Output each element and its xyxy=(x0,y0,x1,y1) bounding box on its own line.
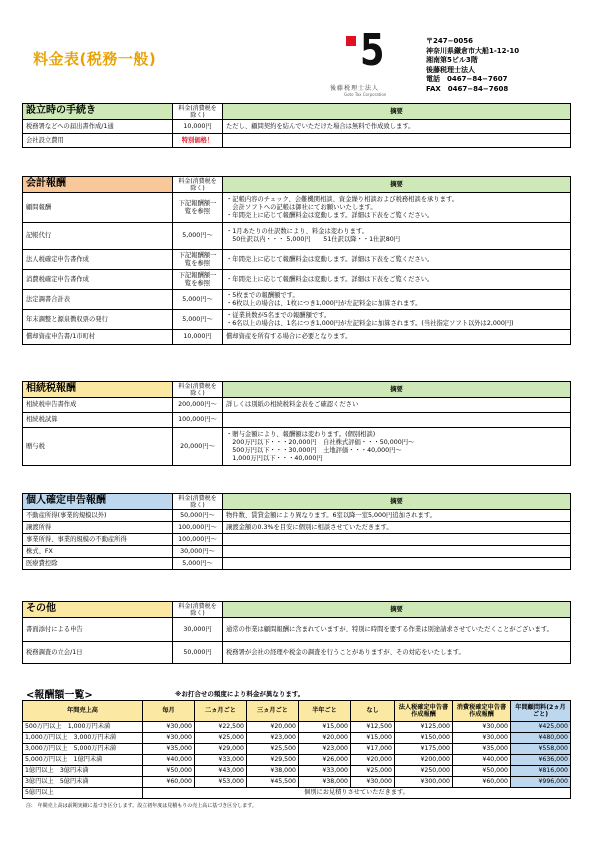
row-fee: 20,000円〜 xyxy=(173,428,223,466)
table-cell: 3,000万円以上 5,000万円未満 xyxy=(23,744,143,755)
table-cell: ¥40,000 xyxy=(453,755,511,766)
logo-caption: 後藤税理士法人 xyxy=(330,85,380,92)
col-header: 年間顧問料(2ヵ月ごと) xyxy=(511,701,571,722)
row-summary xyxy=(223,134,571,148)
price-list-table xyxy=(22,700,571,799)
table-cell: 5億円以上 xyxy=(23,788,143,799)
table-cell: ¥125,000 xyxy=(395,722,453,733)
table-cell: ¥17,000 xyxy=(351,744,395,755)
row-fee: 下記報酬額一覧を参照 xyxy=(173,193,223,223)
table-cell: ¥20,000 xyxy=(351,755,395,766)
table-row xyxy=(23,642,571,664)
row-name: 税務署などへの届出書作成/1通 xyxy=(23,120,173,134)
table-cell: ¥816,000 xyxy=(511,766,571,777)
table-cell: 1億円以上 3億円未満 xyxy=(23,766,143,777)
table-cell: ¥23,000 xyxy=(247,733,299,744)
row-summary: ・記帳内容のチェック、会難機関相談、資金繰り相談および税務相談を承ります。 会計ソフトへの記帳は御社にてお願いいたします。 ・年間売上に応じて報酬料金は変動します。詳細は下表をご覧ください。 xyxy=(223,193,571,223)
table-cell: 5,000万円以上 1億円未満 xyxy=(23,755,143,766)
table-cell: ¥480,000 xyxy=(511,733,571,744)
table-row xyxy=(23,522,571,534)
row-fee: 5,000円〜 xyxy=(173,290,223,310)
table-row xyxy=(23,134,571,148)
row-fee: 5,000円〜 xyxy=(173,223,223,250)
table-row xyxy=(23,618,571,642)
table-row xyxy=(23,398,571,413)
row-summary: ・年間売上に応じて報酬料金は変動します。詳細は下表をご覧ください。 xyxy=(223,270,571,290)
table-row xyxy=(23,120,571,134)
table-row xyxy=(23,310,571,330)
row-summary xyxy=(223,413,571,428)
section-title: その他 xyxy=(23,602,173,618)
row-summary: 物件数、賃貸金額により異なります。6室以降一室5,000円追加されます。 xyxy=(223,510,571,522)
table-cell: ¥25,000 xyxy=(351,766,395,777)
company-address xyxy=(426,37,519,94)
row-fee: 下記報酬額一覧を参照 xyxy=(173,270,223,290)
row-fee: 100,000円〜 xyxy=(173,413,223,428)
table-cell: ¥996,000 xyxy=(511,777,571,788)
row-name: 相続税申告書作成 xyxy=(23,398,173,413)
address-line: 後藤税理士法人 xyxy=(426,65,475,74)
table-cell: ¥29,000 xyxy=(195,744,247,755)
logo-subcaption: Goto Tax Corporation xyxy=(344,92,387,97)
table-cell: ¥25,500 xyxy=(247,744,299,755)
footnote: 注: 年間売上高は前期実績に基づき区分します。設立初年度は見積もりの売上高に基づき区分します。 xyxy=(26,803,257,809)
table-cell: ¥40,000 xyxy=(143,755,195,766)
table-row xyxy=(23,558,571,570)
row-name: 株式、FX xyxy=(23,546,173,558)
row-fee: 200,000円〜 xyxy=(173,398,223,413)
table-cell: ¥200,000 xyxy=(395,755,453,766)
table-cell: ¥33,000 xyxy=(299,766,351,777)
table-cell: ¥15,000 xyxy=(299,722,351,733)
row-name: 贈与税 xyxy=(23,428,173,466)
row-summary: ・従業員数が5名までの報酬額です。 ・6名以上の場合は、1名につき1,000円が左記料金に加算されます。(当社指定ソフト以外は2,000円) xyxy=(223,310,571,330)
row-summary: 税務署が会社の経理や税金の調査を行うことがありますが、その対応をいたします。 xyxy=(223,642,571,664)
address-line: FAX 0467−84−7608 xyxy=(426,84,509,93)
section-title: 設立時の手続き xyxy=(23,104,173,120)
row-summary: 詳しくは別紙の相続税料金表をご確認ください xyxy=(223,398,571,413)
row-summary: 通常の作業は顧問報酬に含まれていますが、特別に時間を要する作業は別途請求させていただくことがございます。 xyxy=(223,618,571,642)
row-fee: 50,000円〜 xyxy=(173,510,223,522)
table-cell: 1,000万円以上 3,000万円未満 xyxy=(23,733,143,744)
table-row xyxy=(23,428,571,466)
table-cell: ¥12,500 xyxy=(351,722,395,733)
table-cell: ¥35,000 xyxy=(453,744,511,755)
col-header: 二ヵ月ごと xyxy=(195,701,247,722)
table-row xyxy=(23,534,571,546)
address-line: 湘南第5ビル3階 xyxy=(426,56,478,64)
address-line: 電話 0467−84−7607 xyxy=(426,75,508,83)
table-cell: 個別にお見積りさせていただきます。 xyxy=(143,788,571,799)
table-cell: ¥30,000 xyxy=(143,722,195,733)
table-row xyxy=(23,510,571,522)
company-logo xyxy=(330,25,406,97)
table-cell: ¥300,000 xyxy=(395,777,453,788)
row-name: 記帳代行 xyxy=(23,223,173,250)
fee-header: 料金(消費税を除く) xyxy=(173,382,223,398)
table-cell: ¥45,500 xyxy=(247,777,299,788)
row-fee: 50,000円 xyxy=(173,642,223,664)
row-fee: 10,000円 xyxy=(173,120,223,134)
section-title: 会計報酬 xyxy=(23,177,173,193)
address-line: 神奈川県鎌倉市大船1-12-10 xyxy=(426,46,520,55)
special-price-badge: 特別価格！ xyxy=(173,134,223,148)
row-fee: 10,000円 xyxy=(173,330,223,345)
table-row xyxy=(23,744,571,755)
table-row xyxy=(23,330,571,345)
row-fee: 5,000円〜 xyxy=(173,558,223,570)
table-cell: ¥425,000 xyxy=(511,722,571,733)
table-cell: ¥250,000 xyxy=(395,766,453,777)
table-row xyxy=(23,733,571,744)
section-title: 相続税報酬 xyxy=(23,382,173,398)
section-title: 個人確定申告報酬 xyxy=(23,494,173,510)
logo-five-glyph: 5 xyxy=(360,25,385,76)
col-header: なし xyxy=(351,701,395,722)
table-row xyxy=(23,722,571,733)
col-header: 消費税確定申告書作成報酬 xyxy=(453,701,511,722)
fee-header: 料金(消費税を除く) xyxy=(173,602,223,618)
row-name: 不動産所得(事業的規模以外) xyxy=(23,510,173,522)
summary-header: 摘要 xyxy=(223,602,571,618)
row-summary xyxy=(223,546,571,558)
table-row xyxy=(23,788,571,799)
row-name: 譲渡所得 xyxy=(23,522,173,534)
fee-table-setup xyxy=(22,103,571,148)
col-header: 毎月 xyxy=(143,701,195,722)
table-row xyxy=(23,766,571,777)
table-cell: ¥38,000 xyxy=(247,766,299,777)
table-cell: ¥60,000 xyxy=(453,777,511,788)
row-summary xyxy=(223,558,571,570)
row-summary: ただし、顧問契約を結んでいただけた場合は無料で作成致します。 xyxy=(223,120,571,134)
table-cell: 500万円以上 1,000万円未満 xyxy=(23,722,143,733)
table-cell: ¥30,000 xyxy=(143,733,195,744)
row-summary xyxy=(223,534,571,546)
fee-header: 料金(消費税を除く) xyxy=(173,494,223,510)
page-title: 料金表(税務一般) xyxy=(33,50,157,68)
fee-table-individual xyxy=(22,493,571,570)
summary-header: 摘要 xyxy=(223,382,571,398)
row-fee: 下記報酬額一覧を参照 xyxy=(173,250,223,270)
table-cell: ¥29,500 xyxy=(247,755,299,766)
table-cell: ¥30,000 xyxy=(351,777,395,788)
row-name: 事業所得、事業的規模の不動産所得 xyxy=(23,534,173,546)
row-name: 医療費控除 xyxy=(23,558,173,570)
price-list-title: <報酬額一覧> xyxy=(26,690,93,701)
table-cell: ¥50,000 xyxy=(143,766,195,777)
logo-red-square xyxy=(346,36,356,46)
table-row xyxy=(23,193,571,223)
table-cell: ¥30,000 xyxy=(453,733,511,744)
row-name: 法定調書合計表 xyxy=(23,290,173,310)
row-name: 償却資産申告書/1市町村 xyxy=(23,330,173,345)
row-name: 書面添付による申告 xyxy=(23,618,173,642)
table-cell: ¥175,000 xyxy=(395,744,453,755)
row-fee: 100,000円〜 xyxy=(173,534,223,546)
table-cell: ¥15,000 xyxy=(351,733,395,744)
table-cell: ¥60,000 xyxy=(143,777,195,788)
table-cell: ¥53,000 xyxy=(195,777,247,788)
table-cell: ¥22,500 xyxy=(195,722,247,733)
row-summary: ・1月あたりの仕訳数により、料金は変わります。 50仕訳以内・・・ 5,000円 51仕訳以降・・1仕訳80円 xyxy=(223,223,571,250)
table-row xyxy=(23,290,571,310)
row-summary: ・5枚までの報酬額です。 ・6枚以上の場合は、1枚につき1,000円が左記料金に加算されます。 xyxy=(223,290,571,310)
row-summary: 償却資産を所有する場合に必要となります。 xyxy=(223,330,571,345)
row-summary: 譲渡金額の0.3%を目安に個別に相談させていただきます。 xyxy=(223,522,571,534)
table-row xyxy=(23,250,571,270)
fee-header: 料金(消費税を除く) xyxy=(173,104,223,120)
address-line: 〒247−0056 xyxy=(426,37,473,45)
row-name: 消費税確定申告書作成 xyxy=(23,270,173,290)
summary-header: 摘要 xyxy=(223,177,571,193)
table-row xyxy=(23,546,571,558)
table-cell: ¥35,000 xyxy=(143,744,195,755)
row-name: 相続税試算 xyxy=(23,413,173,428)
fee-table-inheritance xyxy=(22,381,571,466)
fee-table-accounting xyxy=(22,176,571,345)
table-cell: ¥20,000 xyxy=(299,733,351,744)
row-name: 年末調整と源泉徴収票の発行 xyxy=(23,310,173,330)
col-header: 三ヵ月ごと xyxy=(247,701,299,722)
summary-header: 摘要 xyxy=(223,494,571,510)
table-row xyxy=(23,413,571,428)
table-cell: ¥25,000 xyxy=(195,733,247,744)
col-header: 年間売上高 xyxy=(23,701,143,722)
price-list-note: ※お打合せの頻度により料金が異なります。 xyxy=(175,690,305,698)
table-cell: ¥50,000 xyxy=(453,766,511,777)
table-cell: ¥33,000 xyxy=(195,755,247,766)
row-name: 顧問報酬 xyxy=(23,193,173,223)
row-fee: 30,000円〜 xyxy=(173,546,223,558)
table-row xyxy=(23,777,571,788)
row-name: 会社設立費用 xyxy=(23,134,173,148)
table-row xyxy=(23,270,571,290)
table-cell: ¥558,000 xyxy=(511,744,571,755)
table-cell: ¥20,000 xyxy=(247,722,299,733)
row-name: 税務調査の立会/1日 xyxy=(23,642,173,664)
table-cell: ¥23,000 xyxy=(299,744,351,755)
table-cell: ¥636,000 xyxy=(511,755,571,766)
col-header: 法人税確定申告書作成報酬 xyxy=(395,701,453,722)
row-name: 法人税確定申告書作成 xyxy=(23,250,173,270)
table-row xyxy=(23,223,571,250)
row-summary: ・贈与金額により、報酬額は変わります。(個別相談) 200万円以下・・・20,000円 自社株式評価・・・50,000円〜 500万円以下・・・30,000円 土地評価・・・40,000円〜 1,000万円以下・・・40,000円 xyxy=(223,428,571,466)
summary-header: 摘要 xyxy=(223,104,571,120)
table-cell: ¥30,000 xyxy=(453,722,511,733)
price-list-header-row xyxy=(23,701,571,722)
fee-header: 料金(消費税を除く) xyxy=(173,177,223,193)
table-cell: 3億円以上 5億円未満 xyxy=(23,777,143,788)
table-cell: ¥26,000 xyxy=(299,755,351,766)
table-cell: ¥150,000 xyxy=(395,733,453,744)
fee-table-other xyxy=(22,601,571,664)
table-row xyxy=(23,755,571,766)
table-cell: ¥38,000 xyxy=(299,777,351,788)
row-fee: 5,000円〜 xyxy=(173,310,223,330)
col-header: 半年ごと xyxy=(299,701,351,722)
row-fee: 30,000円 xyxy=(173,618,223,642)
row-summary: ・年間売上に応じて報酬料金は変動します。詳細は下表をご覧ください。 xyxy=(223,250,571,270)
table-cell: ¥43,000 xyxy=(195,766,247,777)
row-fee: 100,000円〜 xyxy=(173,522,223,534)
